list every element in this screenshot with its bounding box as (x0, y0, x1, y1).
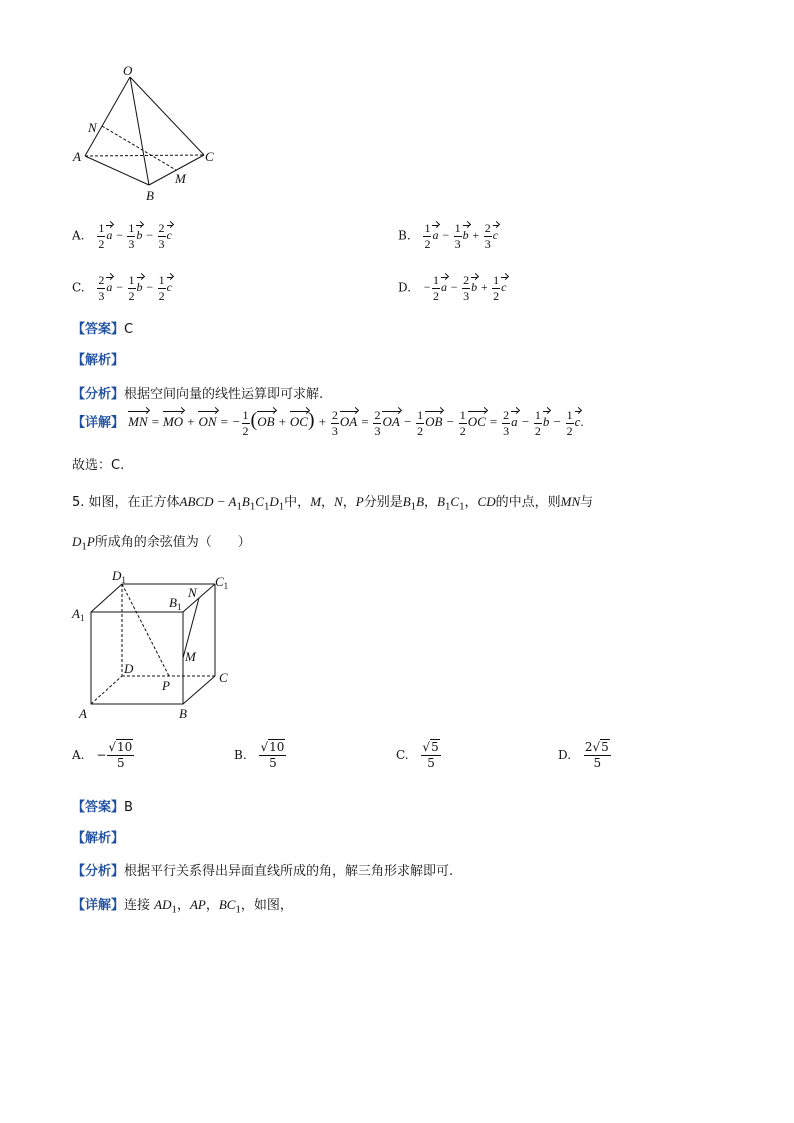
q5-answer-line (72, 796, 133, 815)
q5-stem-line2-text: 所成角的余弦值为（ ） (94, 535, 251, 550)
fig-label-N: N (188, 585, 197, 600)
q4-option-a-expr: $\frac{1}{2}$ a − $\frac{1}{3}$ b − $\frac{2}{3}$ c (98, 221, 172, 251)
q5-option-b[interactable] (234, 740, 287, 771)
q4-fenxi-line (72, 383, 323, 402)
q5-option-a[interactable] (72, 740, 135, 771)
q4-conclusion: 故选：C. (72, 458, 125, 473)
q5-stem-mid1: 中， (284, 495, 311, 510)
q5-fenxi-tag: 【分析】 (72, 864, 125, 879)
q5-option-b-letter: B. (234, 748, 247, 762)
q5-detail-end: ，如图， (240, 898, 293, 913)
q4-answer-line (72, 318, 133, 337)
cube-figure (66, 562, 246, 722)
q4-analysis-tag: 【解析】 (72, 353, 125, 368)
q4-detail-line (72, 408, 584, 439)
q4-detail-equation: MN = MO + ON = − $\frac{1}{2}$ (OB + OC) + $\frac{2}{3}$ OA = $\frac{2}{3}$ OA − $\frac{1}{2}$ OB − $\frac{1}{2}$ OC = $\frac{2}{3}$ a − $\frac{1}{2}$ b − $\frac{1}{2}$ c. (128, 408, 584, 438)
q4-option-d-expr: − $\frac{1}{2}$ a − $\frac{2}{3}$ b + $\frac{1}{2}$ c (422, 273, 507, 303)
q4-option-d[interactable] (398, 273, 507, 304)
q4-option-b[interactable] (398, 221, 498, 252)
q4-option-a-letter: A. (72, 228, 85, 243)
q5-fenxi-text: 根据平行关系得出异面直线所成的角，解三角形求解即可. (124, 864, 454, 879)
q4-option-c-letter: C. (72, 280, 85, 295)
q4-option-b-letter: B. (398, 228, 411, 243)
fig-label-A1: $A_1$ (72, 606, 85, 623)
fig-label-C1: $C_1$ (215, 574, 229, 591)
fig-label-B1: $B_1$ (169, 595, 182, 612)
q5-stem-end1: 与 (580, 495, 594, 510)
q5-option-b-expr: $\frac{√10}{5}$ (260, 740, 285, 770)
fig-label-M: M (175, 171, 186, 186)
q4-answer-value: C (124, 322, 134, 337)
fig-label-C: C (219, 670, 228, 685)
q4-option-a[interactable] (72, 221, 172, 252)
q5-stem-line2: $D_1P$所成角的余弦值为（ ） (72, 534, 251, 553)
fig-label-A: A (79, 706, 87, 721)
q4-detail-tag: 【详解】 (72, 415, 125, 431)
q5-cube-name: ABCD − $A_1B_1C_1D_1$ (179, 494, 285, 513)
q5-analysis-heading (72, 827, 124, 846)
q5-fenxi-line (72, 860, 453, 879)
q4-fenxi-text: 根据空间向量的线性运算即可求解. (124, 387, 324, 402)
q5-detail-line: 【详解】连接 $AD_1$，AP，$BC_1$，如图， (72, 897, 293, 916)
q5-detail-tag: 【详解】 (72, 898, 125, 913)
q5-option-a-expr: − $\frac{√10}{5}$ (96, 740, 133, 770)
fig-label-B: B (146, 188, 154, 203)
q4-option-b-expr: $\frac{1}{2}$ a − $\frac{1}{3}$ b + $\frac{2}{3}$ c (424, 221, 499, 251)
q4-fenxi-tag: 【分析】 (72, 387, 125, 402)
q4-option-c-expr: $\frac{2}{3}$ a − $\frac{1}{2}$ b − $\frac{1}{2}$ c (98, 273, 172, 303)
fig-label-C: C (205, 149, 214, 164)
fig-label-M: M (185, 649, 196, 664)
fig-label-D1: $D_1$ (112, 568, 126, 585)
q5-option-d-expr: $\frac{2√5}{5}$ (584, 740, 609, 770)
q5-analysis-tag: 【解析】 (72, 831, 125, 846)
q5-stem-mid3: 的中点，则 (495, 495, 561, 510)
q4-option-c[interactable] (72, 273, 172, 304)
q5-stem-line1: 5. 如图，在正方体ABCD − $A_1B_1C_1D_1$中，M，N，P分别是$B_1B$，$B_1C_1$，CD的中点，则MN与 (72, 494, 594, 513)
q5-detail-text: 连接 (124, 898, 151, 913)
q5-option-d[interactable] (558, 740, 612, 771)
tetrahedron-figure (66, 60, 226, 210)
q5-stem-mid2: 分别是 (363, 495, 403, 510)
fig-label-B: B (179, 706, 187, 721)
q5-option-a-letter: A. (72, 748, 85, 762)
q5-option-c-letter: C. (396, 748, 409, 762)
q4-analysis-heading (72, 349, 124, 368)
fig-label-O: O (123, 63, 133, 78)
q5-answer-tag: 【答案】 (72, 800, 125, 815)
fig-label-N: N (88, 120, 97, 135)
q4-answer-tag: 【答案】 (72, 322, 125, 337)
q5-stem-prefix: 5. 如图，在正方体 (72, 495, 180, 510)
q5-option-d-letter: D. (558, 748, 572, 762)
fig-label-D: D (124, 661, 134, 676)
q5-option-c-expr: $\frac{√5}{5}$ (422, 740, 439, 770)
q5-option-c[interactable] (396, 740, 442, 771)
fig-label-P: P (162, 678, 170, 693)
q4-option-d-letter: D. (398, 280, 412, 295)
q5-answer-value: B (124, 800, 133, 815)
fig-label-A: A (73, 149, 81, 164)
